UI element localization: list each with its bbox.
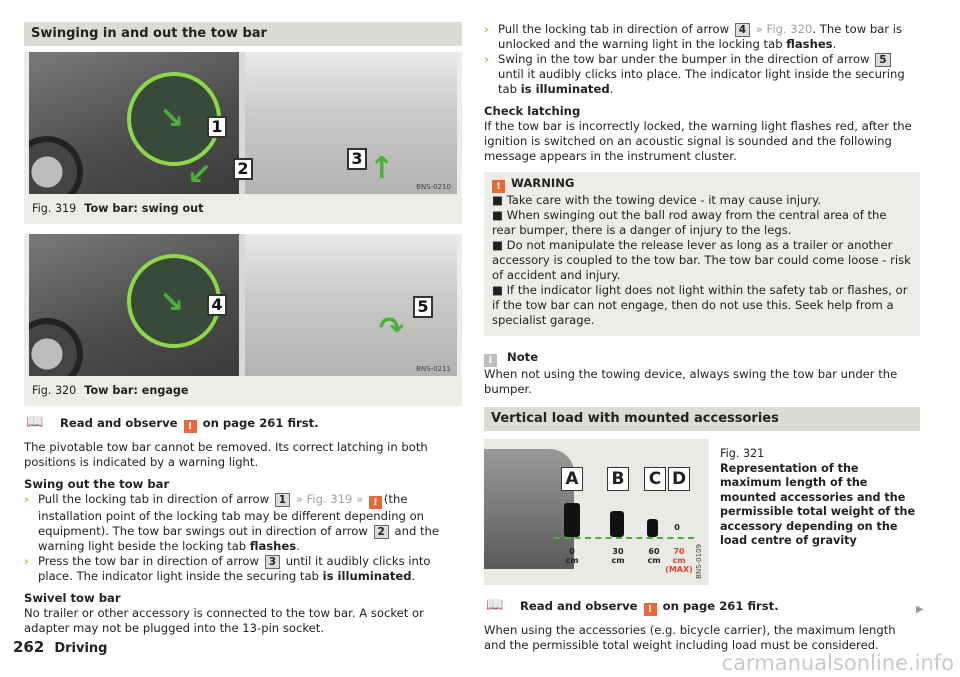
arrow-ref-box: 1 [275, 493, 290, 507]
step-text: and the warning light beside the locking tab [38, 524, 440, 553]
step-2: › Press the tow bar in direction of arrow 3 until it audibly clicks into place. The indicator light inside the securing tab is illuminated. [24, 554, 431, 583]
page-number: 262 [13, 638, 45, 656]
figure-321-caption [720, 447, 920, 549]
note-title: Note [507, 350, 539, 364]
swivel-text: No trailer or other accessory is connected to the tow bar. A socket or adapter may not be plugged into the 13-pin socket. [24, 606, 424, 635]
figure-320-caption [24, 376, 462, 406]
zero-mark: 0 [674, 523, 680, 532]
warning-item-text: Do not manipulate the release lever as long as a trailer or another accessory is coupled to the tow bar. The tow bar could come loose - risk of accident and injury. [492, 238, 911, 282]
warning-icon: ! [369, 496, 382, 509]
arrow-2-icon: ↙ [187, 157, 213, 192]
warning-title-text: WARNING [511, 176, 575, 190]
chevron-icon: › [484, 22, 489, 36]
note-text: When not using the towing device, always swing the tow bar under the bumper. [484, 367, 898, 396]
warning-item-text: If the indicator light does not light within the safety tab or flashes, or if the tow bar can not engage, then do not use this. Seek help from a specialist garage. [492, 283, 908, 327]
tick-0 [557, 547, 587, 565]
tick-70-max [664, 547, 694, 574]
step-text: (the installation point of the locking tab may be different depending on equipment). The tow bar swings out in direction of arrow [38, 492, 425, 538]
tick-value: 70 [673, 547, 685, 556]
section-title: Vertical load with mounted accessories [484, 407, 920, 431]
read-observe-suffix: on page 261 first. [662, 599, 779, 613]
warning-item: ■ Do not manipulate the release lever as long as a trailer or another accessory is coupled to the tow bar. The tow bar could come loose - risk of accident and injury. [492, 238, 911, 282]
step-text: Press the tow bar in direction of arrow [38, 554, 259, 568]
figure-320 [24, 234, 462, 406]
continue-arrow-icon: ▶ [916, 604, 924, 615]
arrow-5-icon: ↷ [379, 311, 405, 346]
step-emphasis: flashes [786, 37, 833, 51]
callout-4: 4 [207, 294, 227, 316]
chapter-name: Driving [54, 641, 108, 656]
chevron-icon: › [484, 52, 489, 66]
figure-title: Tow bar: engage [84, 384, 189, 397]
figure-link[interactable]: » Fig. 320 [755, 22, 813, 36]
arrow-ref-box: 2 [374, 525, 389, 539]
figure-319-image [29, 52, 457, 194]
step-text: Pull the locking tab in direction of arrow [498, 22, 730, 36]
warning-item: ■ When swinging out the ball rod away from the central area of the rear bumper, there is a danger of injury to the legs. [492, 208, 887, 237]
step-4: › Swing in the tow bar under the bumper in the direction of arrow 5 until it audibly clicks into place. The indicator light inside the securing tab is illuminated. [484, 52, 905, 96]
label-c: C [644, 467, 666, 491]
read-observe-prefix: Read and observe [60, 416, 178, 430]
step-3: › Pull the locking tab in direction of arrow 4 » Fig. 320. The tow bar is unlocked and the warning light in the locking tab flashes. [484, 22, 903, 51]
tick-value: 0 [569, 547, 575, 556]
tick-value: 30 [612, 547, 624, 556]
figure-link[interactable]: » Fig. 319 » [295, 492, 364, 506]
warning-item-text: When swinging out the ball rod away from the central area of the rear bumper, there is a danger of injury to the legs. [492, 208, 887, 237]
figure-number: Fig. 319 [32, 202, 77, 215]
figure-code: BNS-0211 [416, 365, 451, 373]
callout-3: 3 [347, 148, 367, 170]
figure-title: Tow bar: swing out [84, 202, 204, 215]
note-heading [484, 350, 920, 367]
callout-2: 2 [233, 158, 253, 180]
figure-code: BNS-0109 [695, 544, 703, 579]
arrow-ref-box: 3 [265, 555, 280, 569]
bumper-illustration [245, 52, 457, 194]
weight-c-icon [647, 519, 658, 537]
book-icon: 📖 [26, 414, 44, 430]
check-text: If the tow bar is incorrectly locked, the warning light flashes red, after the ignition is switched on an acoustic signal is sounded and the following message appears in the instrument cluster. [484, 119, 912, 163]
right-column [484, 22, 920, 653]
figure-319-caption [24, 194, 462, 224]
read-observe-suffix: on page 261 first. [202, 416, 319, 430]
check-heading: Check latching [484, 104, 581, 118]
weight-a-icon [564, 503, 580, 537]
label-d: D [668, 467, 690, 491]
arrow-ref-box: 5 [875, 53, 890, 67]
warning-item: ■ Take care with the towing device - it may cause injury. [492, 193, 822, 207]
figure-321-image [484, 439, 709, 585]
callout-1: 1 [207, 116, 227, 138]
step-1: › Pull the locking tab in direction of arrow 1 » Fig. 319 » ! (the installation point of the locking tab may be different depending on equipment). The tow bar swings out in direction of arrow 2 and the warning light beside the locking tab flashes. [24, 492, 440, 553]
weight-b-icon [610, 511, 624, 537]
label-a: A [561, 467, 583, 491]
read-observe [24, 416, 462, 433]
arrow-3-icon: ↑ [369, 151, 395, 186]
swivel-heading: Swivel tow bar [24, 591, 121, 605]
figure-321 [484, 439, 920, 585]
callout-5: 5 [413, 296, 433, 318]
page-footer [13, 640, 107, 656]
figure-title: Representation of the maximum length of the mounted accessories and the permissible total weight of the accessory depending on the load centre of gravity [720, 461, 916, 547]
tick-extra: (MAX) [665, 565, 693, 574]
info-icon: i [484, 354, 497, 367]
closing-text: When using the accessories (e.g. bicycle carrier), the maximum length and the permissible total weight including load must be considered. [484, 623, 896, 652]
book-icon: 📖 [486, 597, 504, 613]
step-text: Pull the locking tab in direction of arrow [38, 492, 270, 506]
tick-value: 60 [648, 547, 660, 556]
step-emphasis: flashes [249, 539, 297, 553]
baseline [554, 537, 694, 539]
figure-319 [24, 52, 462, 224]
tick-unit: cm [647, 556, 661, 565]
watermark: carmanualsonline.info [721, 651, 954, 675]
warning-item-text: Take care with the towing device - it may cause injury. [506, 193, 822, 207]
intro-text: The pivotable tow bar cannot be removed. Its correct latching in both positions is indicated by a warning light. [24, 440, 428, 469]
figure-code: BNS-0210 [416, 183, 451, 191]
warning-icon: ! [644, 603, 657, 616]
warning-item: ■ If the indicator light does not light within the safety tab or flashes, or if the tow bar can not engage, then do not use this. Seek help from a specialist garage. [492, 283, 908, 327]
step-text: . The tow bar is unlocked and the warning light in the locking tab [498, 22, 903, 51]
left-column [24, 22, 462, 636]
section-title: Swinging in and out the tow bar [24, 22, 462, 46]
step-emphasis: is illuminated [520, 82, 610, 96]
warning-icon: ! [184, 420, 197, 433]
tick-unit: cm [565, 556, 579, 565]
step-emphasis: is illuminated [322, 569, 412, 583]
arrow-4-icon: ↘ [159, 285, 185, 320]
step-text: Swing in the tow bar under the bumper in the direction of arrow [498, 52, 870, 66]
tick-30 [603, 547, 633, 565]
figure-320-image [29, 234, 457, 376]
tick-unit: cm [611, 556, 625, 565]
warning-title [490, 176, 912, 193]
warning-icon: ! [492, 180, 505, 193]
step-text: until it audibly clicks into place. The indicator light inside the securing tab [38, 554, 431, 583]
step-text: until it audibly clicks into place. The indicator light inside the securing tab [498, 67, 905, 96]
chevron-icon: › [24, 554, 29, 568]
arrow-1-icon: ↘ [159, 101, 185, 136]
label-b: B [607, 467, 629, 491]
read-observe [484, 599, 920, 616]
read-observe-prefix: Read and observe [520, 599, 638, 613]
warning-box [484, 172, 920, 336]
chevron-icon: › [24, 492, 29, 506]
swing-out-heading: Swing out the tow bar [24, 477, 170, 491]
tick-unit: cm [672, 556, 686, 565]
arrow-ref-box: 4 [735, 23, 750, 37]
figure-number: Fig. 320 [32, 384, 77, 397]
figure-number: Fig. 321 [720, 447, 765, 460]
